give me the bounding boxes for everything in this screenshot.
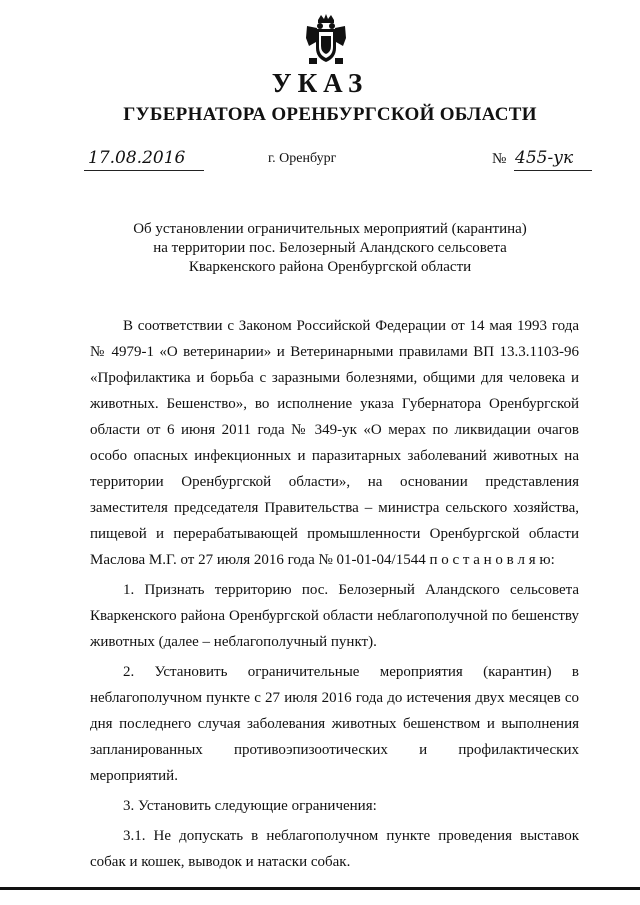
clause-3-1: 3.1. Не допускать в неблагополучном пункте проведения выставок собак и кошек, выводок и натаски собак. [90,828,579,870]
number-underline [514,170,592,171]
document-subject [0,220,640,277]
preamble-paragraph [90,313,579,573]
document-meta-row [0,148,640,176]
document-date: 17.08.2016 [88,148,186,168]
clause-2: 2. Установить ограничительные мероприятия (карантин) в неблагополучном пункте с 27 июля 2016 года до истечения двух месяцев со дня последнего случая заболевания животных бешенством и выполнения запланированных противоэпизоотических и профилактических мероприятий. [90,664,579,784]
document-number: 455-ук [515,148,574,168]
preamble-text: В соответствии с Законом Российской Федерации от 14 мая 1993 года № 4979-1 «О ветеринарии» и Ветеринарными правилами ВП 13.3.1103-96 «Профилактика и борьба с заразными болезнями, общими для человека и животных. Бешенство», во исполнение указа Губернатора Оренбургской области от 6 июня 2011 года № 349-ук «О мерах по ликвидации очагов особо опасных инфекционных и паразитарных заболеваний животных на территории Оренбургской области», на основании представления заместителя председателя Правительства – министра сельского хозяйства, пищевой и перерабатывающей промышленности Оренбургской области Маслова М.Г. от 27 июля 2016 года № 01-01-04/1544 [90,318,579,568]
clause-3: 3. Установить следующие ограничения: [123,798,377,814]
document-title: УКАЗ [271,68,369,98]
document-city: г. Оренбург [268,151,337,166]
date-underline [84,170,204,171]
number-prefix: № [492,151,507,167]
subject-line: на территории пос. Белозерный Аландского сельсовета [153,240,507,256]
document-body [90,313,579,875]
subject-line: Об установлении ограничительных мероприятий (карантина) [133,221,527,237]
subject-line: Кваркенского района Оренбургской области [188,259,472,275]
clause-1: 1. Признать территорию пос. Белозерный Аландского сельсовета Кваркенского района Оренбургской области неблагополучной по бешенству животных (далее – неблагополучный пункт). [90,582,579,650]
page-bottom-border [0,887,640,890]
resolution-word: п о с т а н о в л я ю: [429,552,555,568]
document-issuer: ГУБЕРНАТОРА ОРЕНБУРГСКОЙ ОБЛАСТИ [123,104,537,125]
coat-of-arms-icon [303,12,349,68]
